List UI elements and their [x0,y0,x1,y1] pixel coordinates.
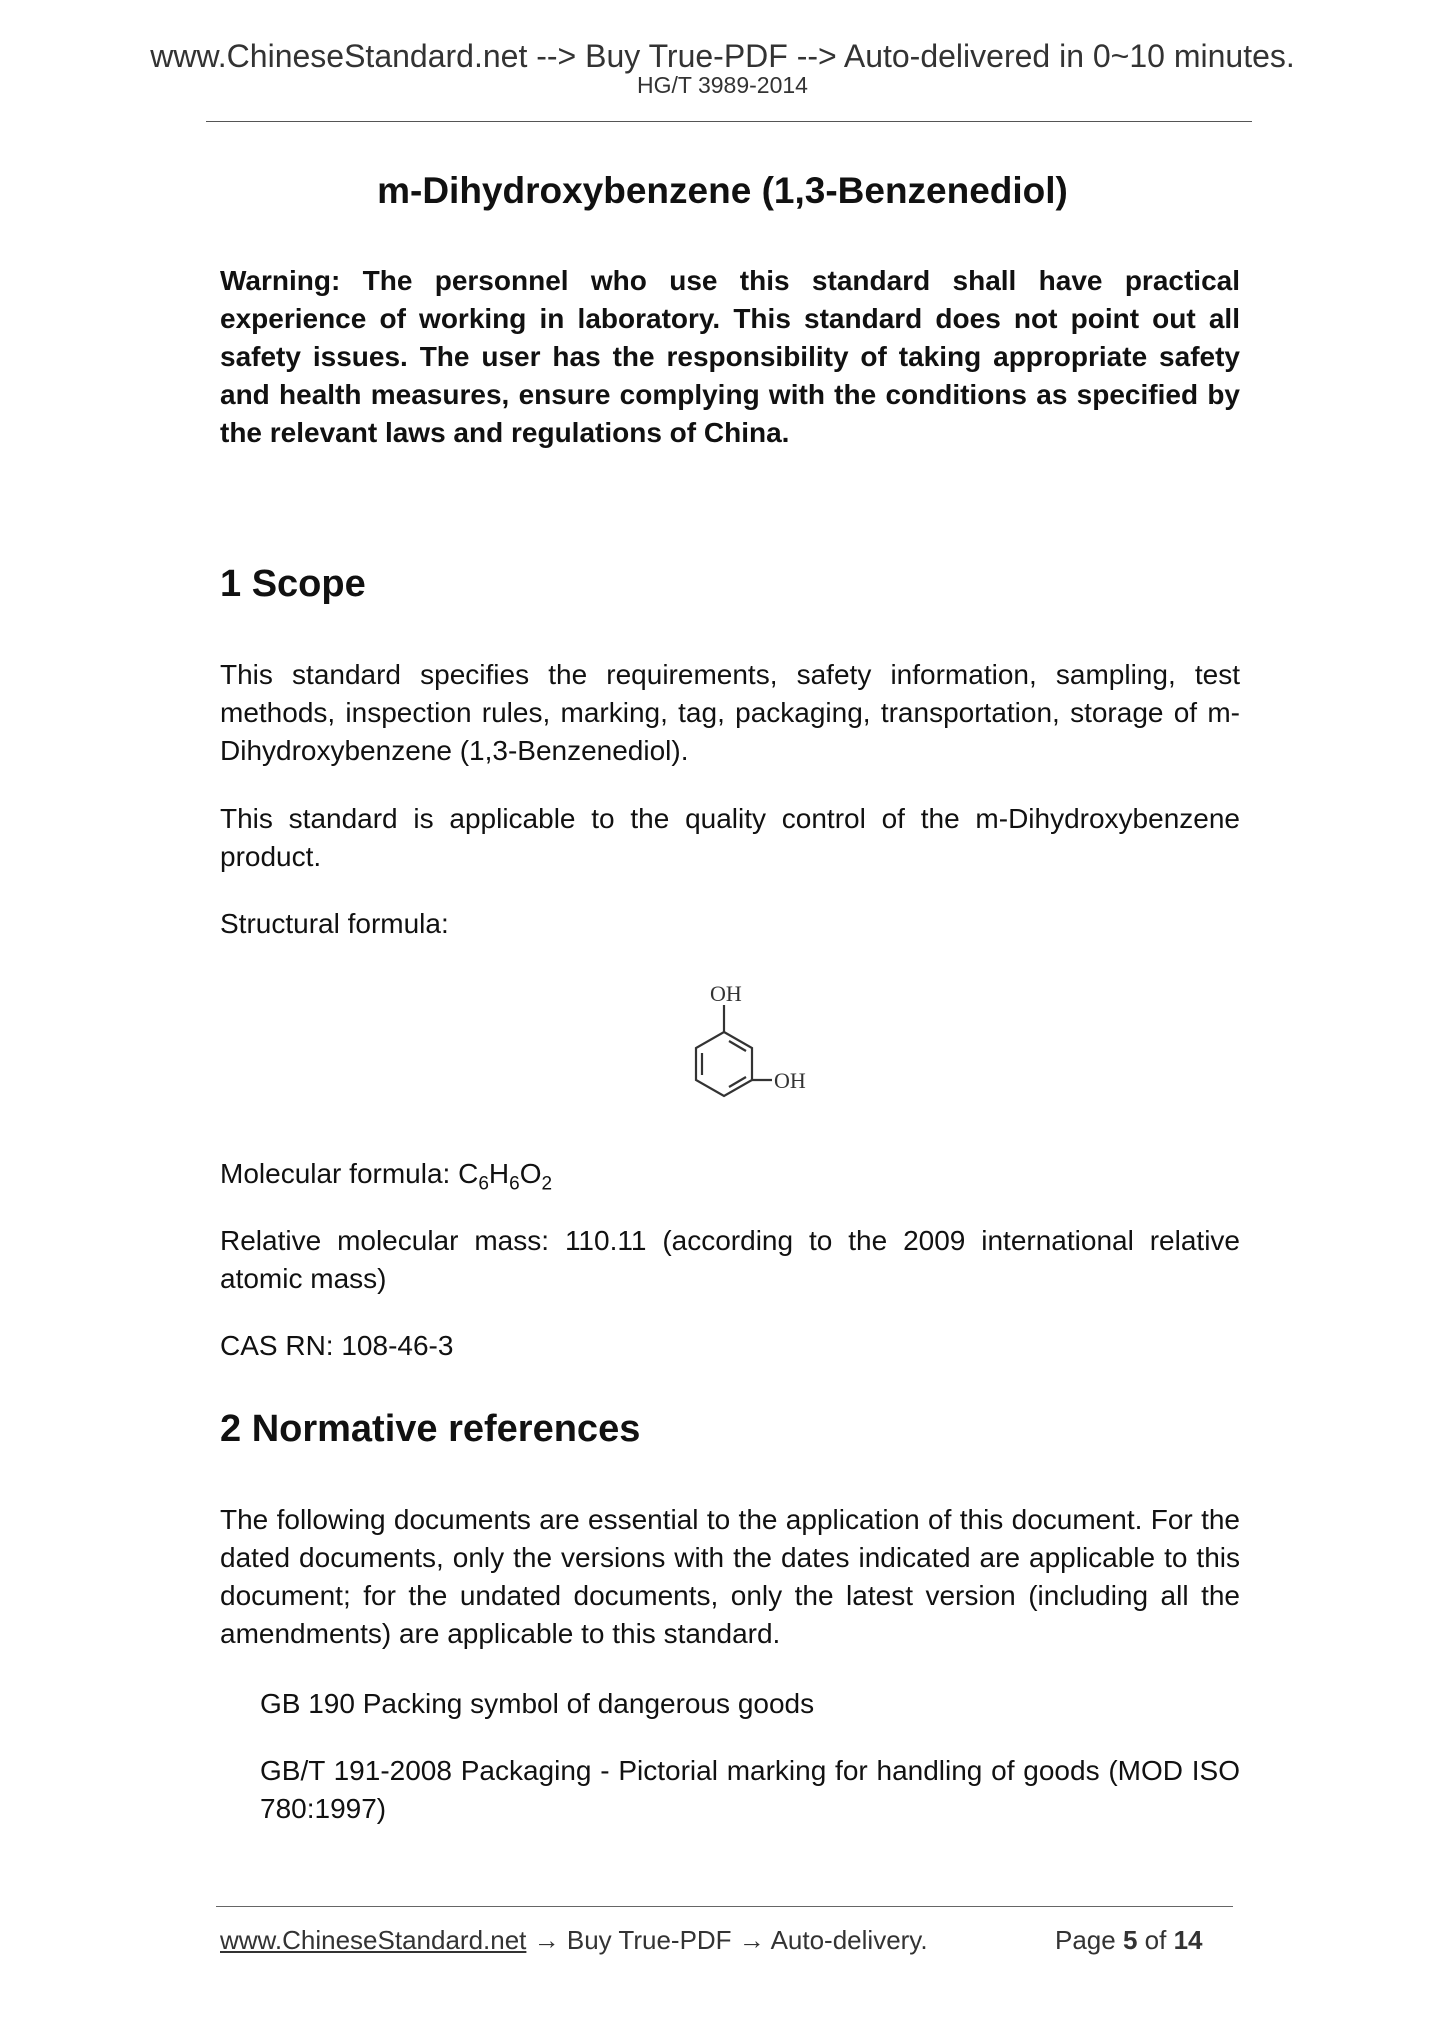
page-title: m-Dihydroxybenzene (1,3-Benzenediol) [377,170,1068,211]
reference-item: GB/T 191-2008 Packaging - Pictorial marking for handling of goods (MOD ISO 780:1997) [260,1755,1240,1824]
normative-paragraph: The following documents are essential to the application of this document. For the dated documents, only the versions with the dates indicated are applicable to this document; for the undated documents, only the latest version (including all the amendments) are applicable to this standard. [220,1504,1240,1649]
structural-formula-label: Structural formula: [220,908,449,939]
formula-oh-right-label: OH [774,1068,806,1093]
scope-paragraph-1: This standard specifies the requirements, safety information, sampling, test methods, inspection rules, marking, tag, packaging, transportation, storage of m-Dihydroxybenzene (1,3-Benzenediol). [220,659,1240,766]
cas-number: CAS RN: 108-46-3 [220,1330,454,1361]
mf-hydrogen: H [488,1158,510,1189]
banner-text: www.ChineseStandard.net --> Buy True-PDF --> Auto-delivered in 0~10 minutes. [150,38,1295,74]
mf-carbon-count: 6 [478,1173,489,1195]
mf-oxygen: O [519,1158,542,1189]
page-word: Page [1055,1925,1123,1955]
footer-site-link[interactable]: www.ChineseStandard.net [220,1925,527,1955]
mf-carbon: C [458,1158,479,1189]
current-page-number: 5 [1122,1925,1138,1955]
document-code: HG/T 3989-2014 [637,72,808,98]
footer-tail-text: → Buy True-PDF → Auto-delivery. [526,1925,928,1955]
normative-references-heading: 2 Normative references [220,1408,641,1450]
total-pages-number: 14 [1173,1925,1203,1955]
scope-heading: 1 Scope [220,563,366,605]
warning-paragraph: Warning: The personnel who use this standard shall have practical experience of working in laboratory. This standard does not point out all safety issues. The user has the responsibility of taking appropriate safety and health measures, ensure complying with the conditions as specified by the relevant laws and regulations of China. [220,265,1240,448]
molecular-formula [220,1155,1240,1204]
formula-oh-top-label: OH [710,981,742,1006]
footer-left [220,1925,928,1956]
header-divider [206,121,1252,122]
scope-paragraph-2: This standard is applicable to the quality control of the m-Dihydroxybenzene product. [220,803,1240,872]
page-indicator [1055,1925,1202,1956]
molecular-formula-label: Molecular formula: [220,1158,459,1189]
of-word: of [1137,1925,1174,1955]
mf-hydrogen-count: 6 [509,1173,520,1195]
structural-formula-diagram [640,975,820,1125]
mf-oxygen-count: 2 [541,1173,553,1195]
reference-item: GB 190 Packing symbol of dangerous goods [260,1688,815,1719]
relative-molecular-mass: Relative molecular mass: 110.11 (according to the 2009 international relative atomic mass) [220,1225,1240,1294]
footer-divider [216,1906,1233,1907]
